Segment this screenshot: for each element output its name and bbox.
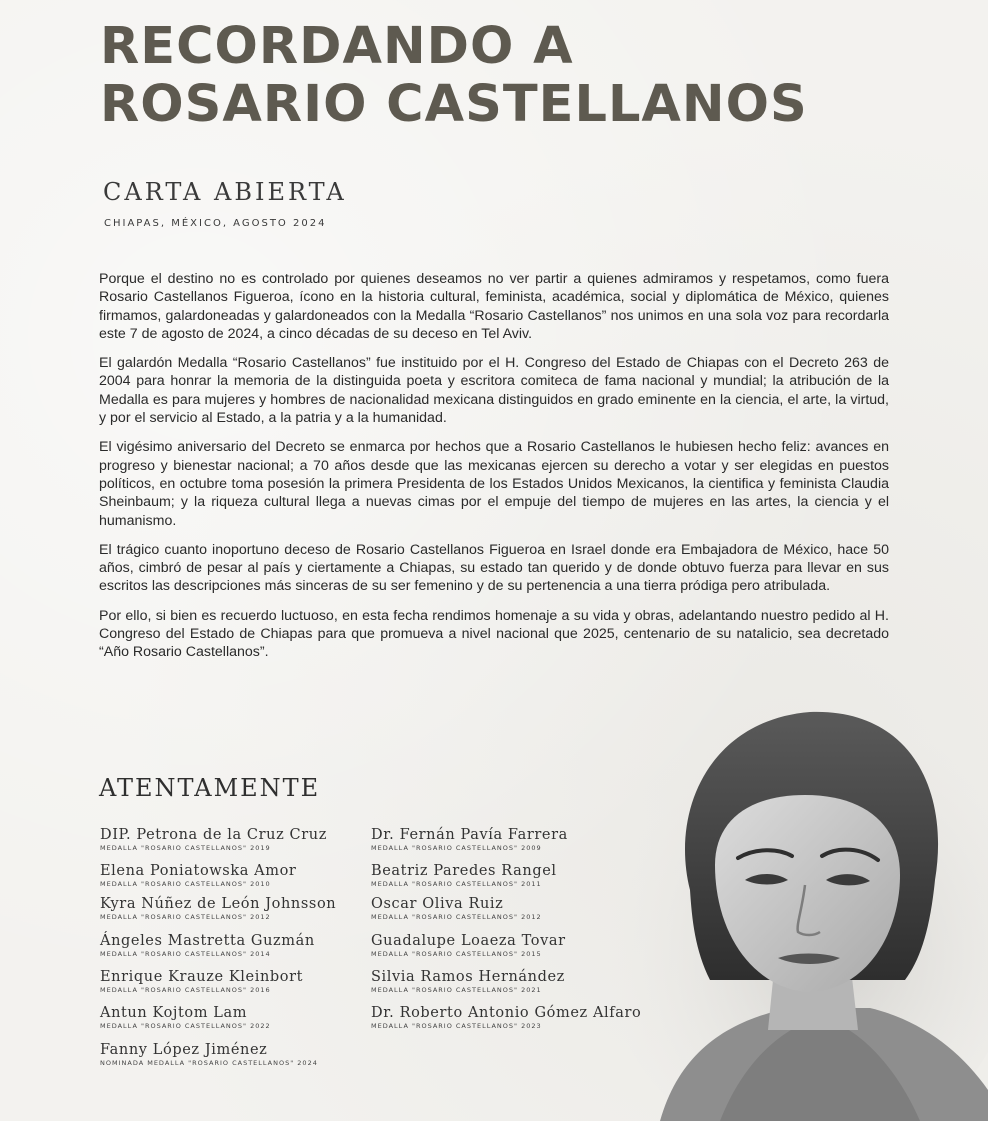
paragraph: El vigésimo aniversario del Decreto se enmarca por hechos que a Rosario Castellanos le hubiesen hecho feliz: avances en progreso y bienestar nacional; a 70 años desde que las mexicanas ejercen su derecho a votar y ser elegidas en puestos políticos, en octubre toma posesión la primera Presidenta de los Estados Unidos Mexicanos, la cientifica y feminista Claudia Sheinbaum; y la riqueza cultural llega a nuevas cimas por el empuje del tiempo de mujeres en las artes, la ciencia y el humanismo. [99, 439, 889, 529]
signer-name: DIP. Petrona de la Cruz Cruz [100, 827, 327, 843]
signer-medal: MEDALLA "ROSARIO CASTELLANOS" 2019 [100, 844, 271, 852]
signer-medal: MEDALLA "ROSARIO CASTELLANOS" 2015 [371, 950, 542, 958]
signer-name: Enrique Krauze Kleinbort [100, 969, 304, 985]
paragraph: Por ello, si bien es recuerdo luctuoso, en esta fecha rendimos homenaje a su vida y obras, adelantando nuestro pedido al H. Congreso del Estado de Chiapas para que promueva a nivel nacional que 2025, centenario de su natalicio, sea decretado “Año Rosario Castellanos”. [99, 607, 889, 661]
signer-name: Kyra Núñez de León Johnsson [100, 896, 337, 912]
signer-medal: MEDALLA "ROSARIO CASTELLANOS" 2011 [371, 880, 542, 888]
signer [100, 863, 296, 888]
signer-medal: MEDALLA "ROSARIO CASTELLANOS" 2012 [371, 913, 542, 921]
signer-medal: MEDALLA "ROSARIO CASTELLANOS" 2022 [100, 1022, 271, 1030]
paragraph: Porque el destino no es controlado por quienes deseamos no ver partir a quienes admiramos y respetamos, como fuera Rosario Castellanos Figueroa, ícono en la historia cultural, feminista, académica, social y diplomática de México, quienes firmamos, galardoneadas y galardoneados con la Medalla “Rosario Castellanos” nos unimos en una sola voz para recordarla este 7 de agosto de 2024, a cinco décadas de su deceso en Tel Aviv. [99, 271, 889, 342]
signer [100, 896, 336, 921]
signer [100, 1005, 271, 1030]
subtitle: CARTA ABIERTA [103, 178, 347, 206]
title-line-1: RECORDANDO A [100, 17, 574, 76]
signer-medal: MEDALLA "ROSARIO CASTELLANOS" 2021 [371, 986, 542, 994]
signer-name: Silvia Ramos Hernández [371, 969, 565, 985]
signer [371, 863, 557, 888]
signer [371, 896, 542, 921]
paragraph: El trágico cuanto inoportuno deceso de Rosario Castellanos Figueroa en Israel donde era Embajadora de México, hace 50 años, cimbró de pesar al país y ciertamente a Chiapas, su estado tan querido y de donde obtuvo fuerza para llevar en sus escritos las descripciones más sinceras de su ser femenino y de su pertenencia a una tierra pródiga pero atribulada. [99, 541, 889, 595]
signer-medal: MEDALLA "ROSARIO CASTELLANOS" 2009 [371, 844, 542, 852]
signer-name: Dr. Fernán Pavía Farrera [371, 827, 568, 843]
signer-name: Guadalupe Loaeza Tovar [371, 933, 566, 949]
signer [371, 827, 568, 852]
portrait-image [600, 690, 988, 1121]
signer-medal: MEDALLA "ROSARIO CASTELLANOS" 2010 [100, 880, 271, 888]
signer-medal: NOMINADA MEDALLA "ROSARIO CASTELLANOS" 2024 [100, 1059, 318, 1067]
signer [100, 827, 327, 852]
signer-name: Oscar Oliva Ruiz [371, 896, 504, 912]
signer-name: Beatriz Paredes Rangel [371, 863, 557, 879]
page-title [100, 18, 808, 134]
signer-medal: MEDALLA "ROSARIO CASTELLANOS" 2023 [371, 1022, 542, 1030]
signer [100, 933, 315, 958]
signer-medal: MEDALLA "ROSARIO CASTELLANOS" 2014 [100, 950, 271, 958]
paragraph: El galardón Medalla “Rosario Castellanos” fue instituido por el H. Congreso del Estado de Chiapas con el Decreto 263 de 2004 para honrar la memoria de la distinguida poeta y escritora comiteca de fama nacional y mundial; la atribución de la Medalla es para mujeres y hombres de nacionalidad mexicana distinguidos en grado eminente en la ciencia, el arte, la virtud, y por el servicio al Estado, a la patria y a la humanidad. [99, 355, 889, 427]
signer-medal: MEDALLA "ROSARIO CASTELLANOS" 2016 [100, 986, 271, 994]
place-date: CHIAPAS, MÉXICO, AGOSTO 2024 [104, 218, 327, 229]
title-line-2: ROSARIO CASTELLANOS [100, 75, 808, 134]
signer [371, 1005, 641, 1030]
signer-name: Fanny López Jiménez [100, 1042, 268, 1058]
signer [100, 969, 303, 994]
signer-name: Antun Kojtom Lam [100, 1005, 248, 1021]
letter-body [99, 270, 889, 673]
signer-name: Dr. Roberto Antonio Gómez Alfaro [371, 1005, 642, 1021]
closing-heading: ATENTAMENTE [99, 774, 321, 802]
signer [100, 1042, 318, 1067]
signer-medal: MEDALLA "ROSARIO CASTELLANOS" 2012 [100, 913, 271, 921]
signer [371, 969, 565, 994]
signer [371, 933, 566, 958]
signer-name: Ángeles Mastretta Guzmán [100, 933, 315, 949]
signer-name: Elena Poniatowska Amor [100, 863, 297, 879]
